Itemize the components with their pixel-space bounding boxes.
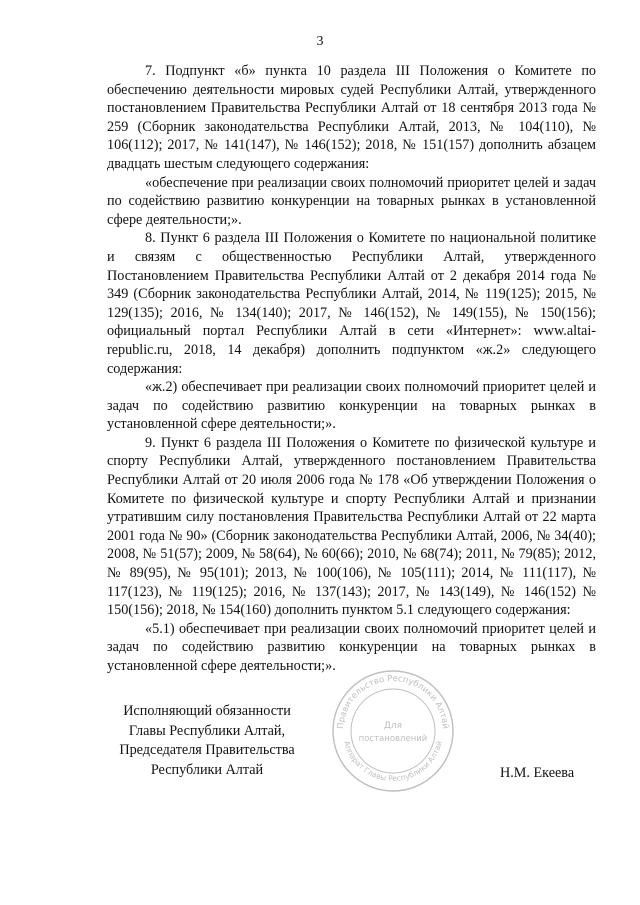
official-stamp-icon	[330, 668, 456, 794]
paragraph-item-9: 9. Пункт 6 раздела III Положения о Комитете по физической культуре и спорту Республики Алтай, утвержденного постановлением Правительства Республики Алтай от 20 июля 2006 года № 178 «Об утверждении Положения о Комитете по физической культуре и спорту Республики Алтай и признании утратившим силу постановления Правительства Республики Алтай от 22 марта 2001 года № 90» (Сборник законодательства Республики Алтай, 2006, № 34(40); 2008, № 51(57); 2009, № 58(64), № 60(66); 2010, № 68(74); 2011, № 79(85); 2012, № 89(95), № 95(101); 2013, № 100(106), № 105(111); 2014, № 111(117), № 117(123), № 119(125); 2016, № 137(143); 2017, № 143(149), № 146(152) № 150(156); 2018, № 154(160) дополнить пунктом 5.1 следующего содержания:	[107, 434, 596, 619]
paragraph-quote-8: «ж.2) обеспечивает при реализации своих полномочий приоритет целей и задач по содействию развитию конкуренции на товарных рынках в установленной сфере деятельности;».	[107, 379, 596, 433]
signatory-name: Н.М. Екеева	[500, 765, 575, 781]
paragraph-quote-9: «5.1) обеспечивает при реализации своих полномочий приоритет целей и задач по содействию развитию конкуренции на товарных рынках в установленной сфере деятельности;».	[107, 620, 596, 674]
signature-line-2: Главы Республики Алтай,	[128, 722, 286, 739]
signature-line-1: Исполняющий обязанности	[123, 703, 291, 719]
svg-text:Аппарат Главы Республики Алтай	[342, 740, 444, 783]
stamp-outer-text: Правительство Республики Алтай	[335, 673, 451, 730]
stamp-center-line-2: постановлений	[358, 734, 428, 744]
signature-block	[107, 702, 307, 780]
paragraph-item-8: 8. Пункт 6 раздела III Положения о Комитете по национальной политике и связям с общественностью Республики Алтай, утвержденного Постановлением Правительства Республики Алтай от 2 декабря 2014 года № 349 (Сборник законодательства Республики Алтай, 2014, № 119(125); 2015, № 129(135); 2016, № 134(140); 2017, № 146(152), № 149(155), № 150(156); официальный портал Республики Алтай в сети «Интернет»: www.altai-republic.ru, 2018, 14 декабря) дополнить подпунктом «ж.2» следующего содержания:	[107, 230, 596, 377]
page-number: 3	[316, 34, 324, 49]
document-body	[107, 62, 596, 676]
stamp-outer-text-bottom: Аппарат Главы Республики Алтай	[342, 739, 444, 784]
paragraph-item-7: 7. Подпункт «б» пункта 10 раздела III Положения о Комитете по обеспечению деятельности мировых судей Республики Алтай, утвержденного постановлением Правительства Республики Алтай от 18 сентября 2013 года № 259 (Сборник законодательства Республики Алтай, 2013, № 104(110), № 106(112); 2017, № 141(147), № 146(152); 2018, № 151(157) дополнить абзацем двадцать шестым следующего содержания:	[107, 63, 596, 172]
paragraph-quote-7: «обеспечение при реализации своих полномочий приоритет целей и задач по содействию развитию конкуренции на товарных рынках в установленной сфере деятельности;».	[107, 174, 596, 228]
signature-line-4: Республики Алтай	[150, 761, 264, 778]
stamp-center-line-1: Для	[383, 721, 403, 731]
signature-line-3: Председателя Правительства	[119, 742, 295, 759]
